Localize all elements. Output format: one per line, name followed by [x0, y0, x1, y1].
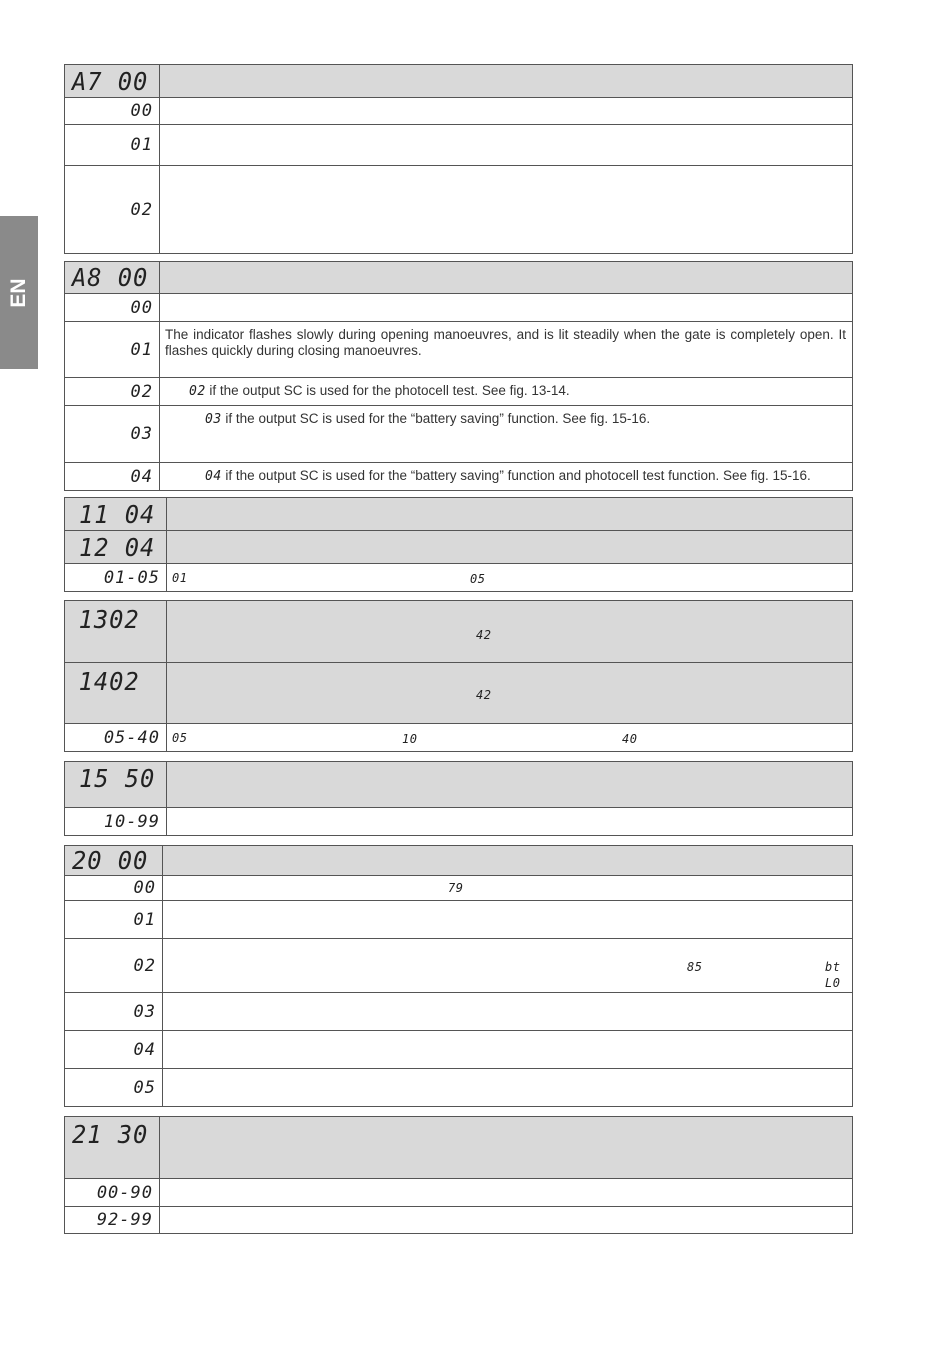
- param-header-row: [65, 65, 853, 98]
- option-code: 03: [133, 1001, 156, 1022]
- option-row: [65, 1207, 853, 1234]
- param-code: 1302: [78, 605, 140, 634]
- param-header-row: [65, 762, 853, 808]
- inline-code: 42: [476, 628, 492, 642]
- option-range: 01-05: [103, 567, 160, 588]
- option-row: [65, 98, 853, 125]
- option-code: 02: [130, 381, 153, 402]
- language-tab: [0, 216, 38, 369]
- inline-code: 02: [189, 384, 206, 399]
- option-row: [65, 564, 853, 592]
- option-row: [65, 1069, 853, 1107]
- param-code: A8 00: [72, 263, 149, 292]
- option-code: 02: [133, 955, 156, 976]
- inline-code: 01: [172, 570, 188, 585]
- inline-code: 04: [205, 469, 222, 484]
- option-row: [65, 939, 853, 993]
- param-header-row: [65, 531, 853, 564]
- option-desc: if the output SC is used for the photocell test. See fig. 13-14.: [209, 383, 570, 398]
- param-table-15: [64, 761, 853, 836]
- inline-code: 03: [205, 412, 222, 427]
- option-desc: [160, 98, 853, 125]
- option-desc: [160, 294, 853, 322]
- option-code: 01: [133, 909, 156, 930]
- option-desc: The indicator flashes slowly during opening manoeuvres, and is lit steadily when the gate is completely open. It flashes quickly during closing manoeuvres.: [165, 327, 846, 358]
- option-code: 03: [130, 424, 153, 444]
- inline-code: 42: [476, 688, 492, 702]
- param-title-cell: [160, 65, 853, 98]
- option-row: [65, 406, 853, 463]
- option-code: 00: [130, 297, 153, 318]
- option-row: [65, 322, 853, 378]
- option-row: [65, 724, 853, 752]
- param-code: 12 04: [79, 532, 156, 562]
- inline-code: bt L0: [825, 960, 841, 990]
- option-row: [65, 166, 853, 254]
- option-row: [65, 901, 853, 939]
- param-header-row: [65, 663, 853, 724]
- option-code: 02: [130, 199, 153, 220]
- language-label: EN: [7, 278, 30, 308]
- option-range: 92-99: [96, 1210, 153, 1230]
- option-row: [65, 1179, 853, 1207]
- param-table-a7: [64, 64, 853, 254]
- param-header-row: [65, 498, 853, 531]
- option-range: 05-40: [103, 727, 160, 748]
- inline-code: 40: [622, 732, 638, 746]
- param-table-a8: [64, 261, 853, 491]
- option-code: 01: [130, 135, 153, 155]
- param-code: A7 00: [72, 66, 149, 96]
- option-code: 05: [133, 1077, 156, 1098]
- option-code: 00: [133, 878, 156, 898]
- option-code: 04: [133, 1039, 156, 1060]
- inline-code: 85: [687, 960, 703, 974]
- param-code: 1402: [78, 667, 140, 696]
- option-range: 10-99: [103, 811, 160, 832]
- param-code: 20 00: [72, 846, 149, 875]
- option-code: 00: [130, 101, 153, 121]
- option-desc: [160, 125, 853, 166]
- option-desc: if the output SC is used for the “battery saving” function and photocell test function. See fig. 15-16.: [225, 468, 811, 483]
- option-row: [65, 463, 853, 491]
- option-row: [65, 808, 853, 836]
- param-header-row: [65, 846, 853, 876]
- option-row: [65, 378, 853, 406]
- inline-code: 05: [470, 572, 486, 586]
- option-row: [65, 125, 853, 166]
- param-table-11-12: [64, 497, 853, 592]
- param-header-row: [65, 601, 853, 663]
- param-header-row: [65, 1117, 853, 1179]
- option-row: [65, 1031, 853, 1069]
- option-row: [65, 294, 853, 322]
- param-table-20: [64, 845, 853, 1107]
- param-code: 11 04: [79, 499, 156, 529]
- option-row: [65, 876, 853, 901]
- inline-code: 10: [402, 732, 418, 746]
- param-table-13-14: [64, 600, 853, 752]
- option-code: 04: [130, 466, 153, 487]
- inline-code: 05: [172, 730, 188, 745]
- option-range: 00-90: [96, 1182, 153, 1203]
- param-code: 15 50: [79, 764, 156, 793]
- option-desc: [160, 166, 853, 254]
- option-row: [65, 993, 853, 1031]
- inline-code: 79: [448, 881, 464, 895]
- param-header-row: [65, 262, 853, 294]
- option-code: 01: [130, 339, 153, 360]
- option-desc: if the output SC is used for the “battery saving” function. See fig. 15-16.: [225, 411, 651, 426]
- param-table-21: [64, 1116, 853, 1234]
- param-code: 21 30: [72, 1120, 149, 1149]
- param-code-cell: [65, 65, 160, 98]
